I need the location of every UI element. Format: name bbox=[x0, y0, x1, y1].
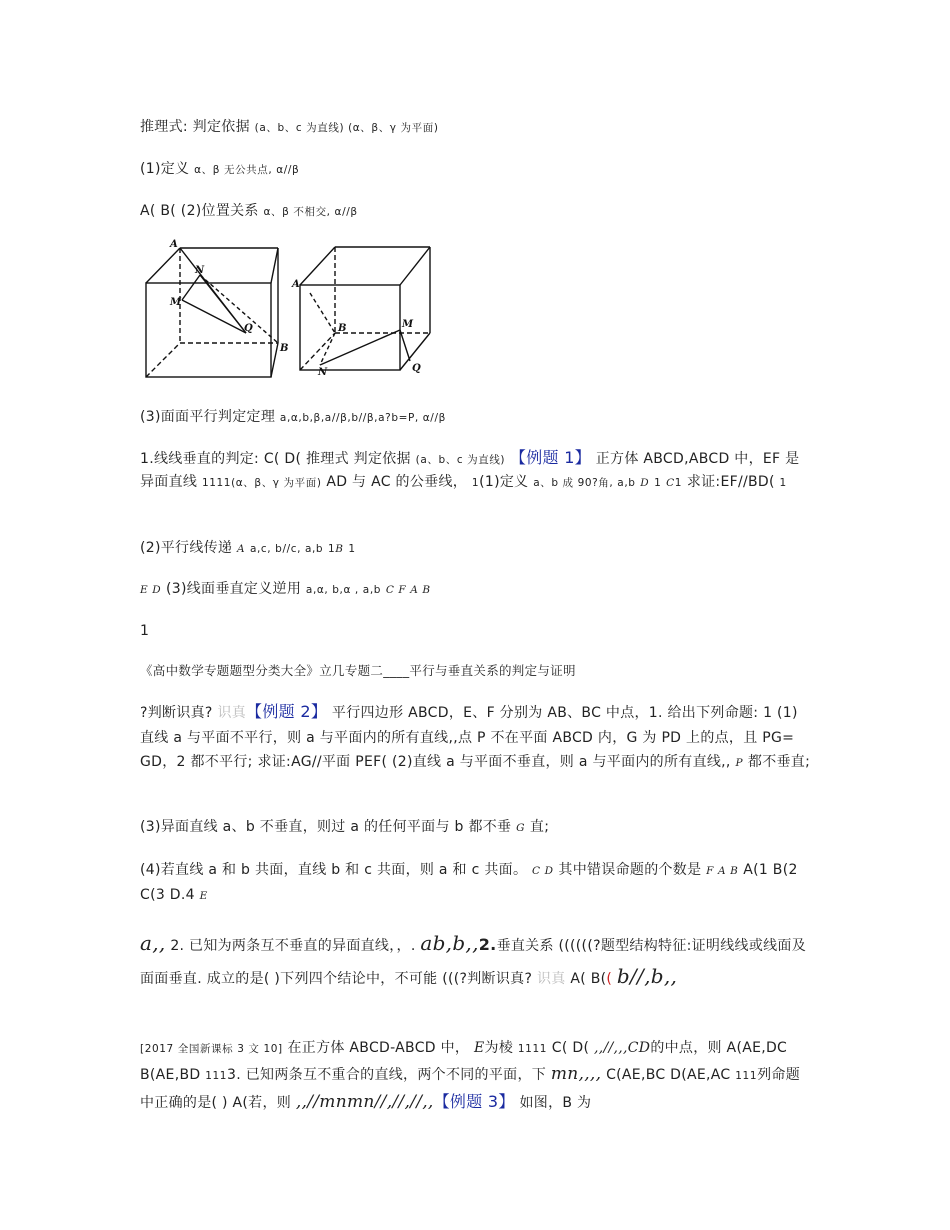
line-plane-parallel-theorem: (3)面面平行判定定理 a,α,b,β,a//β,b//β,a?b=P, α//β bbox=[140, 409, 446, 425]
example-1-tag: 【例题 1】 bbox=[509, 448, 591, 467]
cube-diagram bbox=[140, 235, 435, 385]
example-2-tag: 【例题 2】 bbox=[246, 702, 328, 721]
line-parallel-transfer: (2)平行线传递 A a,c, b//c, a,b 1B 1 bbox=[140, 540, 356, 556]
label-left-a: A bbox=[170, 239, 178, 250]
label-left-b: B bbox=[280, 343, 289, 354]
line-reasoning-basis: 推理式: 判定依据 (a、b、c 为直线) (α、β、γ 为平面) bbox=[140, 119, 439, 135]
label-left-n: N bbox=[195, 265, 205, 276]
label-right-a: A bbox=[292, 279, 300, 290]
label-right-b: B bbox=[338, 323, 347, 334]
running-header: 《高中数学专题题型分类大全》立几专题二____平行与垂直关系的判定与证明 bbox=[140, 663, 576, 678]
paragraph-example-3: [2017 全国新课标 3 文 10] 在正方体 ABCD-ABCD 中， E为棱 1111 C( D( ,,//,,,CD的中点，则 A(AE,DC B(AE,BD 1113. 已知两条互不重合的直线，两个不同的平面，下 mn,,,, C(AE,BC D(AE,AC 111列命题中正确的是( ) A(若，则 ,,//mnmn//,//,//,,【例题 3】 如图，B 为 bbox=[140, 1040, 801, 1112]
line-inverse-definition: E D (3)线面垂直定义逆用 a,α, b,α , a,b C F A B bbox=[140, 581, 431, 597]
line-skew-lines: (3)异面直线 a、b 不垂直，则过 a 的任何平面与 b 都不垂 G 直; bbox=[140, 819, 550, 835]
line-position-relation: A( B( (2)位置关系 α、β 不相交, α//β bbox=[140, 203, 358, 219]
paragraph-perpendicular-relation: a,, 2. 已知为两条互不垂直的异面直线，，. ab,b,,2.垂直关系 ((((((?题型结构特征:证明线线或线面及面面垂直. 成立的是( )下列四个结论中，不可能 (((?判断识真? 识真 A( B(( b//,b,, bbox=[140, 931, 807, 988]
paragraph-coplanar: (4)若直线 a 和 b 共面，直线 b 和 c 共面，则 a 和 c 共面。 C D 其中错误命题的个数是 F A B A(1 B(2 C(3 D.4 E bbox=[140, 862, 798, 903]
label-left-m: M bbox=[170, 297, 182, 308]
label-right-q: Q bbox=[412, 363, 421, 374]
page-number: 1 bbox=[140, 623, 150, 639]
label-left-q: Q bbox=[244, 323, 253, 334]
cube-figures bbox=[140, 235, 435, 385]
example-3-tag: 【例题 3】 bbox=[433, 1092, 515, 1111]
paragraph-example-2: ?判断识真? 识真【例题 2】 平行四边形 ABCD，E、F 分别为 AB、BC 中点，1. 给出下列命题: 1 (1)直线 a 与平面不平行，则 a 与平面内的所有直线,,点 P 不在平面 ABCD 内，G 为 PD 上的点，且 PG= GD，2 都不平行; 求证:AG//平面 PEF( (2)直线 a 与平面不垂直，则 a 与平面内的所有直线,, P 都不垂直; bbox=[140, 702, 811, 770]
label-right-m: M bbox=[402, 319, 414, 330]
line-definition: (1)定义 α、β 无公共点, α//β bbox=[140, 161, 300, 177]
label-right-n: N bbox=[318, 367, 328, 378]
paragraph-perpendicular-lines: 1.线线垂直的判定: C( D( 推理式 判定依据 (a、b、c 为直线) 【例题 1】 正方体 ABCD,ABCD 中，EF 是异面直线 1111(α、β、γ 为平面) AD 与 AC 的公垂线， 1(1)定义 a、b 成 90?角, a,b D 1 C1 求证:EF//BD( 1 bbox=[140, 448, 800, 490]
